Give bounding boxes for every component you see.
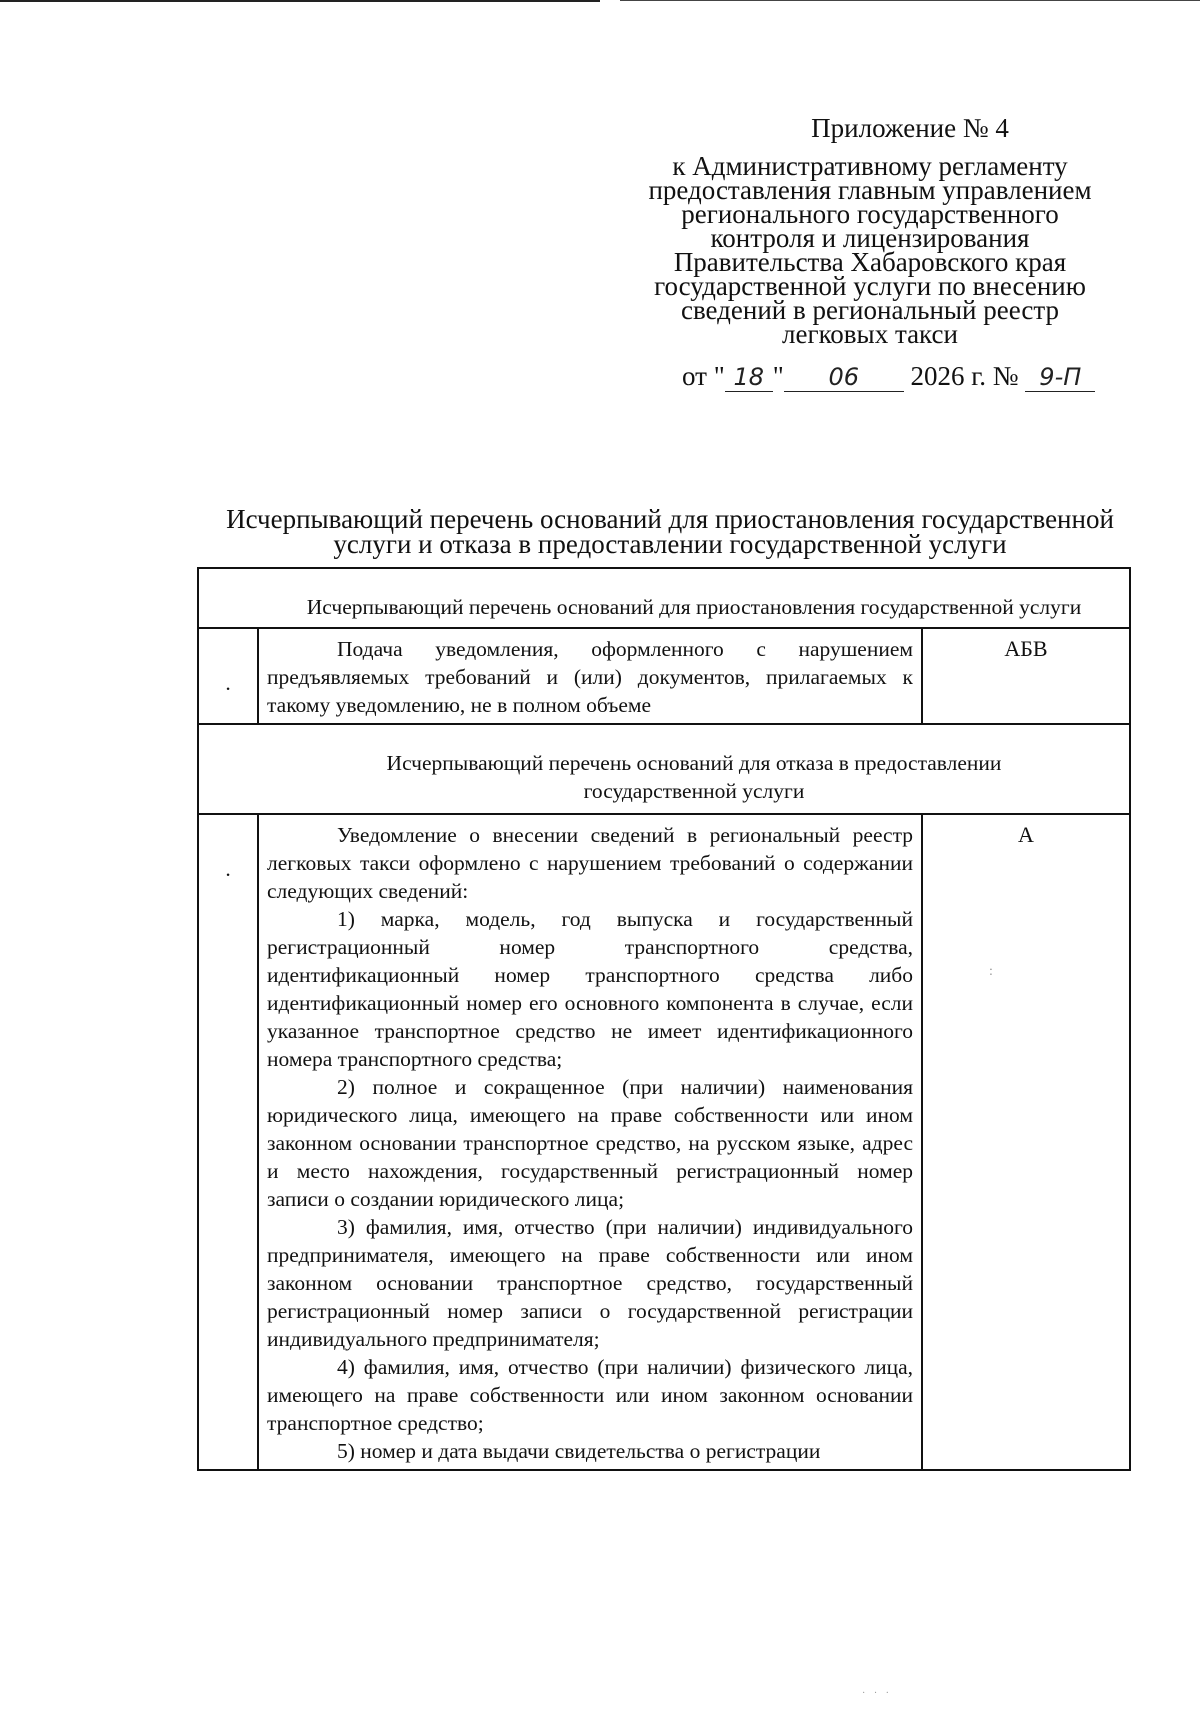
appendix-header — [610, 113, 1130, 349]
document-title-line: Исчерпывающий перечень оснований для приостановления государственной — [226, 504, 1114, 534]
date-prefix: от " — [682, 361, 725, 391]
section-title-suspension: Исчерпывающий перечень оснований для приостановления государственной услуги — [198, 568, 1130, 628]
scan-speck: : — [989, 964, 993, 979]
document-title-line: услуги и отказа в предоставлении государственной услуги — [333, 529, 1007, 559]
appendix-line: государственной услуги по внесению — [654, 271, 1086, 301]
appendix-line: к Административному регламенту — [672, 151, 1068, 181]
date-year-number: 2026 г. № — [910, 361, 1019, 391]
approval-date-line — [682, 361, 1095, 392]
ground-text: Подача уведомления, оформленного с нарушением предъявляемых требований и (или) документов, прилагаемых к такому уведомлению, не в полном объеме — [267, 637, 913, 717]
table-section-header — [198, 724, 1130, 814]
row-code: АБВ — [922, 628, 1130, 724]
document-title — [195, 504, 1145, 559]
scan-edge-line — [0, 0, 600, 2]
ground-item: 3) фамилия, имя, отчество (при наличии) индивидуального предпринимателя, имеющего на праве собственности или ином законном основании транспортное средство, государственный регистрационный номер записи о государственной регистрации индивидуального предпринимателя; — [267, 1215, 913, 1351]
handwritten-number: 9-П — [1025, 363, 1095, 392]
date-quote: " — [772, 361, 784, 391]
appendix-line: Правительства Хабаровского края — [673, 247, 1067, 277]
appendix-line: сведений в региональный реестр — [680, 295, 1060, 325]
scan-speck: · · · — [862, 1688, 892, 1699]
appendix-line: предоставления главным управлением — [648, 175, 1092, 205]
table-row — [198, 628, 1130, 724]
scan-edge-line — [620, 0, 1200, 1]
row-text — [258, 814, 922, 1470]
section-title-refusal: Исчерпывающий перечень оснований для отказа в предоставлении государственной услуги — [198, 724, 1130, 814]
row-text — [258, 628, 922, 724]
ground-intro: Уведомление о внесении сведений в региональный реестр легковых такси оформлено с нарушением требований о содержании следующих сведений: — [267, 823, 913, 903]
row-code: А — [922, 814, 1130, 1470]
ground-item: 2) полное и сокращенное (при наличии) наименования юридического лица, имеющего на праве собственности или ином законном основании транспортное средство, на русском языке, адрес и место нахождения, государственный регистрационный номер записи о создании юридического лица; — [267, 1075, 913, 1211]
ground-item: 4) фамилия, имя, отчество (при наличии) физического лица, имеющего на праве собственности или ином законном основании транспортное средство; — [267, 1355, 913, 1435]
appendix-line: контроля и лицензирования — [710, 223, 1030, 253]
appendix-line: регионального государственного — [681, 199, 1059, 229]
grounds-table — [197, 567, 1131, 1471]
table-section-header — [198, 568, 1130, 628]
ground-item: 5) номер и дата выдачи свидетельства о регистрации — [337, 1439, 821, 1463]
handwritten-month: 06 — [784, 363, 904, 392]
table-row — [198, 814, 1130, 1470]
row-number: . — [198, 628, 258, 724]
ground-item: 1) марка, модель, год выпуска и государственный регистрационный номер транспортного средства, идентификационный номер транспортного средства либо идентификационный номер его основного компонента в случае, если указанное транспортное средство не имеет идентификационного номера транспортного средства; — [267, 907, 913, 1071]
row-number: . — [198, 814, 258, 1470]
handwritten-day: 18 — [725, 363, 773, 392]
appendix-title: Приложение № 4 — [811, 113, 1009, 143]
appendix-line: легковых такси — [782, 319, 958, 349]
